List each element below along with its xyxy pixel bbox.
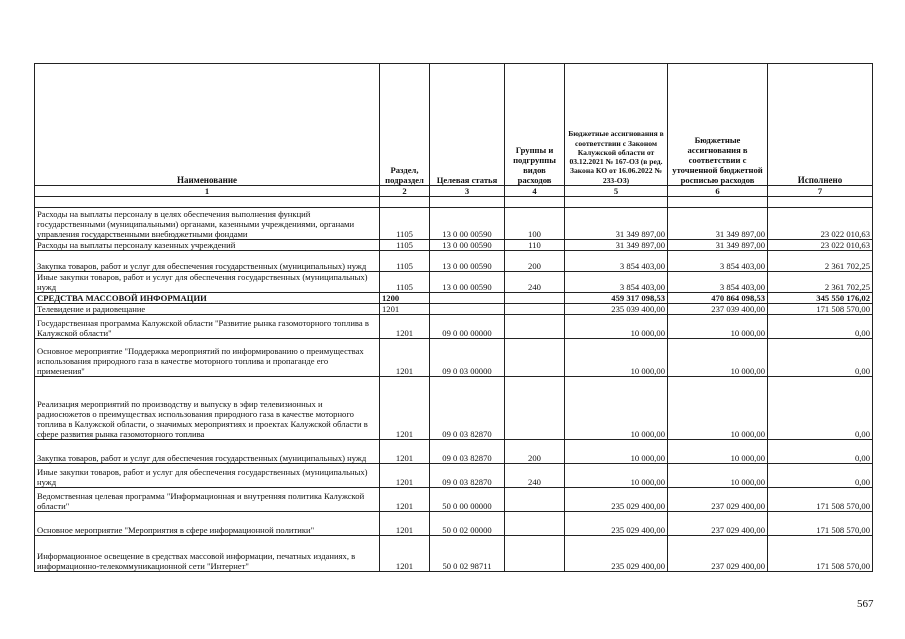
row-target: 09 0 00 00000 xyxy=(430,315,505,339)
row-executed: 345 550 176,02 xyxy=(768,293,873,304)
row-section: 1201 xyxy=(380,440,430,464)
row-group: 240 xyxy=(505,464,565,488)
row-budget-law: 10 000,00 xyxy=(565,377,668,440)
row-executed: 23 022 010,63 xyxy=(768,240,873,251)
row-section: 1201 xyxy=(380,377,430,440)
row-budget-revised: 10 000,00 xyxy=(668,377,768,440)
row-name: Ведомственная целевая программа "Информационная и внутренняя политика Калужской области" xyxy=(35,488,380,512)
table-row xyxy=(35,272,873,293)
row-section: 1201 xyxy=(380,512,430,536)
row-group: 200 xyxy=(505,440,565,464)
row-name: Закупка товаров, работ и услуг для обеспечения государственных (муниципальных) нужд xyxy=(35,440,380,464)
row-budget-revised: 31 349 897,00 xyxy=(668,208,768,240)
row-name: Иные закупки товаров, работ и услуг для обеспечения государственных (муниципальных) нужд xyxy=(35,272,380,293)
row-group xyxy=(505,315,565,339)
row-target: 09 0 03 82870 xyxy=(430,464,505,488)
row-budget-law: 31 349 897,00 xyxy=(565,240,668,251)
row-budget-revised: 237 029 400,00 xyxy=(668,488,768,512)
header-target: Целевая статья xyxy=(430,64,505,186)
row-executed: 171 508 570,00 xyxy=(768,304,873,315)
row-budget-law: 3 854 403,00 xyxy=(565,251,668,272)
table-row xyxy=(35,339,873,377)
spacer-row xyxy=(35,197,873,208)
row-budget-law: 10 000,00 xyxy=(565,339,668,377)
row-executed: 0,00 xyxy=(768,315,873,339)
row-target: 13 0 00 00590 xyxy=(430,251,505,272)
row-name: Реализация мероприятий по производству и выпуску в эфир телевизионных и радиосюжетов о преимуществах использования природного газа в качестве моторного топлива в Калужской области, о значимых мероприятиях и проектах Калужской области в сфере развития рынка газомоторного топлива xyxy=(35,377,380,440)
row-target: 09 0 03 00000 xyxy=(430,339,505,377)
table-row xyxy=(35,293,873,304)
row-budget-law: 10 000,00 xyxy=(565,464,668,488)
row-budget-revised: 237 029 400,00 xyxy=(668,536,768,572)
budget-table xyxy=(34,63,873,572)
table-row xyxy=(35,251,873,272)
row-executed: 0,00 xyxy=(768,464,873,488)
column-number-row xyxy=(35,186,873,197)
row-section: 1201 xyxy=(380,536,430,572)
table-row xyxy=(35,208,873,240)
row-budget-revised: 10 000,00 xyxy=(668,464,768,488)
row-name: Основное мероприятие "Мероприятия в сфере информационной политики" xyxy=(35,512,380,536)
row-target: 13 0 00 00590 xyxy=(430,208,505,240)
table-row xyxy=(35,240,873,251)
col-number: 6 xyxy=(668,186,768,197)
row-executed: 2 361 702,25 xyxy=(768,272,873,293)
table-header-row xyxy=(35,64,873,186)
header-executed: Исполнено xyxy=(768,64,873,186)
row-name: Закупка товаров, работ и услуг для обеспечения государственных (муниципальных) нужд xyxy=(35,251,380,272)
row-group: 110 xyxy=(505,240,565,251)
row-group xyxy=(505,339,565,377)
row-section: 1105 xyxy=(380,208,430,240)
row-name: Расходы на выплаты персоналу казенных учреждений xyxy=(35,240,380,251)
row-name: Расходы на выплаты персоналу в целях обеспечения выполнения функций государственными (муниципальными) органами, казенными учреждениями, органами управления государственными внебюджетными фондами xyxy=(35,208,380,240)
row-target xyxy=(430,304,505,315)
row-budget-law: 459 317 098,53 xyxy=(565,293,668,304)
table-row xyxy=(35,304,873,315)
row-budget-revised: 3 854 403,00 xyxy=(668,251,768,272)
row-budget-revised: 10 000,00 xyxy=(668,440,768,464)
row-budget-revised: 31 349 897,00 xyxy=(668,240,768,251)
page-number: 567 xyxy=(857,598,874,610)
row-budget-revised: 3 854 403,00 xyxy=(668,272,768,293)
col-number: 5 xyxy=(565,186,668,197)
row-executed: 0,00 xyxy=(768,377,873,440)
row-name: Основное мероприятие "Поддержка мероприятий по информированию о преимуществах использования природного газа в качестве моторного топлива и пропаганде его применения" xyxy=(35,339,380,377)
row-budget-revised: 10 000,00 xyxy=(668,315,768,339)
header-section: Раздел, подраздел xyxy=(380,64,430,186)
row-name: Иные закупки товаров, работ и услуг для обеспечения государственных (муниципальных) нужд xyxy=(35,464,380,488)
col-number: 1 xyxy=(35,186,380,197)
row-budget-revised: 10 000,00 xyxy=(668,339,768,377)
table-row xyxy=(35,377,873,440)
row-executed: 0,00 xyxy=(768,339,873,377)
row-section: 1105 xyxy=(380,251,430,272)
row-target: 09 0 03 82870 xyxy=(430,377,505,440)
row-group xyxy=(505,304,565,315)
table-row xyxy=(35,440,873,464)
row-section: 1201 xyxy=(380,464,430,488)
row-name: Информационное освещение в средствах массовой информации, печатных изданиях, в информационно-телекоммуникационной сети "Интернет" xyxy=(35,536,380,572)
row-section: 1105 xyxy=(380,272,430,293)
row-section: 1201 xyxy=(380,315,430,339)
table-row xyxy=(35,488,873,512)
table-row xyxy=(35,512,873,536)
row-budget-revised: 237 029 400,00 xyxy=(668,512,768,536)
row-budget-law: 3 854 403,00 xyxy=(565,272,668,293)
row-budget-law: 235 029 400,00 xyxy=(565,488,668,512)
row-budget-law: 235 029 400,00 xyxy=(565,536,668,572)
header-budget-revised: Бюджетные ассигнования в соответствии с уточненной бюджетной росписью расходов xyxy=(668,64,768,186)
row-executed: 171 508 570,00 xyxy=(768,488,873,512)
row-group: 100 xyxy=(505,208,565,240)
row-budget-law: 10 000,00 xyxy=(565,315,668,339)
row-executed: 171 508 570,00 xyxy=(768,536,873,572)
row-budget-law: 10 000,00 xyxy=(565,440,668,464)
header-groups: Группы и подгруппы видов расходов xyxy=(505,64,565,186)
row-group: 240 xyxy=(505,272,565,293)
col-number: 7 xyxy=(768,186,873,197)
row-section: 1201 xyxy=(380,488,430,512)
row-budget-law: 235 039 400,00 xyxy=(565,304,668,315)
row-target: 50 0 02 00000 xyxy=(430,512,505,536)
row-budget-law: 235 029 400,00 xyxy=(565,512,668,536)
header-budget-law: Бюджетные ассигнования в соответствии с Законом Калужской области от 03.12.2021 № 167-ОЗ (в ред. Закона КО от 16.06.2022 № 233-ОЗ) xyxy=(565,64,668,186)
row-section: 1105 xyxy=(380,240,430,251)
row-target: 13 0 00 00590 xyxy=(430,240,505,251)
row-target: 13 0 00 00590 xyxy=(430,272,505,293)
table-row xyxy=(35,536,873,572)
row-group xyxy=(505,488,565,512)
col-number: 3 xyxy=(430,186,505,197)
row-target: 50 0 02 98711 xyxy=(430,536,505,572)
row-group: 200 xyxy=(505,251,565,272)
row-name: Телевидение и радиовещание xyxy=(35,304,380,315)
row-name: СРЕДСТВА МАССОВОЙ ИНФОРМАЦИИ xyxy=(35,293,380,304)
row-budget-law: 31 349 897,00 xyxy=(565,208,668,240)
row-section: 1201 xyxy=(380,304,430,315)
row-group xyxy=(505,293,565,304)
row-group xyxy=(505,536,565,572)
row-executed: 171 508 570,00 xyxy=(768,512,873,536)
col-number: 2 xyxy=(380,186,430,197)
table-row xyxy=(35,315,873,339)
row-executed: 2 361 702,25 xyxy=(768,251,873,272)
header-name: Наименование xyxy=(35,64,380,186)
row-target xyxy=(430,293,505,304)
table-row xyxy=(35,464,873,488)
row-section: 1201 xyxy=(380,339,430,377)
row-group xyxy=(505,377,565,440)
row-budget-revised: 470 864 098,53 xyxy=(668,293,768,304)
row-budget-revised: 237 039 400,00 xyxy=(668,304,768,315)
row-executed: 23 022 010,63 xyxy=(768,208,873,240)
row-group xyxy=(505,512,565,536)
row-target: 09 0 03 82870 xyxy=(430,440,505,464)
row-section: 1200 xyxy=(380,293,430,304)
row-executed: 0,00 xyxy=(768,440,873,464)
col-number: 4 xyxy=(505,186,565,197)
row-target: 50 0 00 00000 xyxy=(430,488,505,512)
row-name: Государственная программа Калужской области "Развитие рынка газомоторного топлива в Калужской области" xyxy=(35,315,380,339)
